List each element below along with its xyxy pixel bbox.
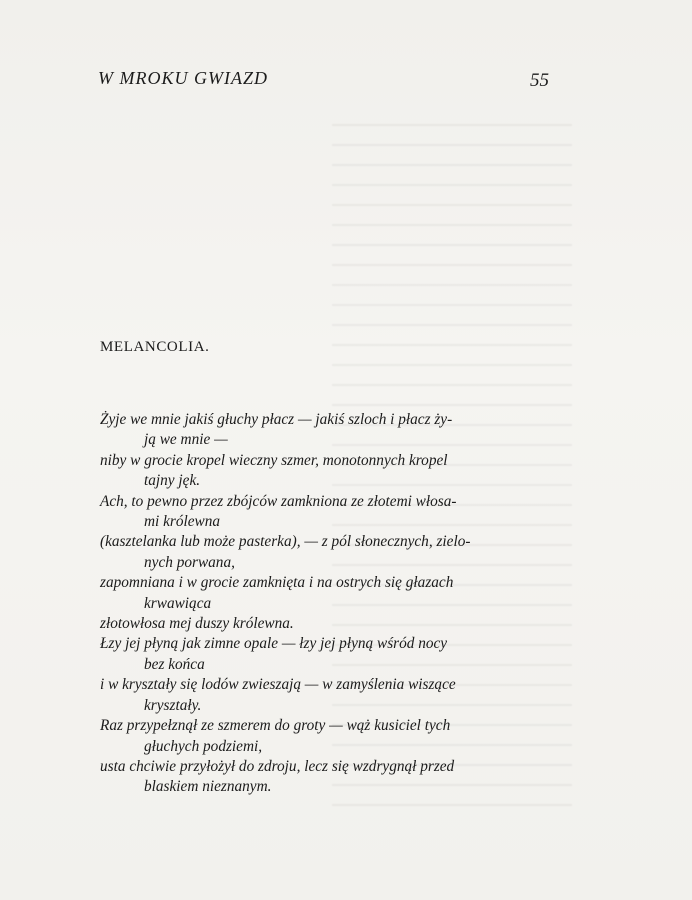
- poem-line: nych porwana,: [144, 553, 235, 571]
- page-number: 55: [530, 70, 549, 91]
- poem-line: złotowłosa mej duszy królewna.: [100, 615, 294, 633]
- poem-line: ją we mnie —: [144, 431, 228, 449]
- poem-line: Żyje we mnie jakiś głuchy płacz — jakiś szloch i płacz ży-: [100, 411, 453, 428]
- poem-line: Raz przypełznął ze szmerem do groty — wąż kusiciel tych: [100, 717, 451, 735]
- poem-line: krwawiąca: [144, 594, 212, 612]
- poem-line: bez końca: [144, 655, 205, 673]
- poem-title: MELANCOLIA.: [100, 339, 210, 355]
- poem-line: niby w grocie kropel wieczny szmer, monotonnych kropel: [100, 451, 448, 469]
- poem-line: blaskiem nieznanym.: [144, 778, 272, 796]
- poem-line: Łzy jej płyną jak zimne opale — łzy jej płyną wśród nocy: [100, 635, 448, 653]
- poem-line: i w kryształy się lodów zwieszają — w zamyślenia wiszące: [100, 676, 456, 694]
- poem-line: tajny jęk.: [144, 472, 201, 490]
- poem-line: głuchych podziemi,: [144, 737, 263, 755]
- poem-line: usta chciwie przyłożył do zdroju, lecz się wzdrygnął przed: [100, 757, 455, 775]
- poem-line: Ach, to pewno przez zbójców zamkniona ze złotemi włosa-: [100, 492, 457, 510]
- running-title: W MROKU GWIAZD: [98, 68, 268, 88]
- poem-line: zapomniana i w grocie zamknięta i na ostrych się głazach: [100, 574, 454, 592]
- poem-line: (kasztelanka lub może pasterka), — z pól słonecznych, zielo-: [100, 533, 471, 551]
- poem-body: [100, 410, 552, 798]
- poem-line: kryształy.: [144, 696, 202, 714]
- poem-line: mi królewna: [144, 513, 221, 531]
